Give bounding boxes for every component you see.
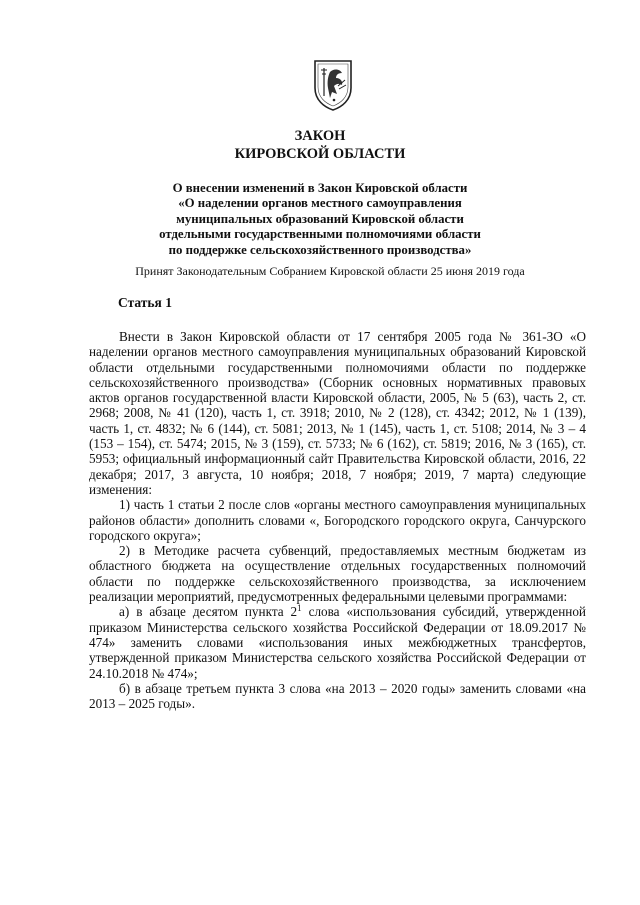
law-title: ЗАКОН [294,128,346,144]
law-subject [120,181,520,258]
subject-line: по поддержке сельскохозяйственного производства» [168,242,472,257]
coat-of-arms-emblem [312,58,354,112]
amendment-subitem-b: б) в абзаце третьем пункта 3 слова «на 2013 – 2020 годы» заменить словами «на 2013 – 2025 годы». [89,680,586,712]
region-title: КИРОВСКОЙ ОБЛАСТИ [234,146,406,162]
article-heading: Статья 1 [118,295,172,310]
amendment-subitem-a [89,604,586,680]
amendment-item-1: 1) часть 1 статьи 2 после слов «органы местного самоуправления муниципальных районов области» дополнить словами «, Богородского городского округа, Санчурского городского округа»; [89,497,586,543]
subject-line: О внесении изменений в Закон Кировской области [172,181,468,195]
subject-line: отдельными государственными полномочиями области [159,227,481,242]
subitem-a-text-rest: слова «использования субсидий, утвержденной приказом Министерства сельского хозяйства Российской Федерации от 18.09.2017 № 474» заменить словами «использования иных межбюджетных трансфертов, утвержденной приказом Министерства сельского хозяйства Российской Федерации от 24.10.2018 № 474»; [89,604,586,681]
amendment-item-2: 2) в Методике расчета субвенций, предоставляемых местным бюджетам из областного бюджета на осуществление отдельных государственных полномочий области по поддержке сельскохозяйственного производства, за исключением реализации мероприятий, предусмотренных федеральными целевыми программами: [89,543,586,605]
subject-line: «О наделении органов местного самоуправления [178,196,462,211]
superscript-number: 1 [297,603,302,614]
intro-paragraph: Внести в Закон Кировской области от 17 сентября 2005 года № 361-ЗО «О наделении органов местного самоуправления муниципальных образований Кировской области отдельными государственными полномочиями области по поддержке сельскохозяйственного производства» (Сборник основных нормативных правовых актов органов государственной власти Кировской области, 2005, № 5 (63), часть 2, ст. 2968; 2008, № 41 (120), часть 1, ст. 3918; 2010, № 2 (128), ст. 4342; 2012, № 1 (139), часть 1, ст. 4832; № 6 (144), ст. 5081; 2013, № 1 (145), часть 1, ст. 5108; 2014, № 3 – 4 (153 – 154), ст. 5474; 2015, № 3 (159), ст. 5733; № 6 (162), ст. 5819; 2016, № 3 (165), ст. 5953; официальный информационный сайт Правительства Кировской области, 2016, 22 декабря; 2017, 3 августа, 10 ноября; 2018, 7 ноября; 2019, 7 марта) следующие изменения: [89,329,586,497]
article-body [89,329,586,711]
subject-line: муниципальных образований Кировской области [176,211,464,226]
adoption-note: Принят Законодательным Собранием Кировской области 25 июня 2019 года [135,264,525,278]
subitem-a-text: а) в абзаце десятом пункта 2 [119,604,298,620]
